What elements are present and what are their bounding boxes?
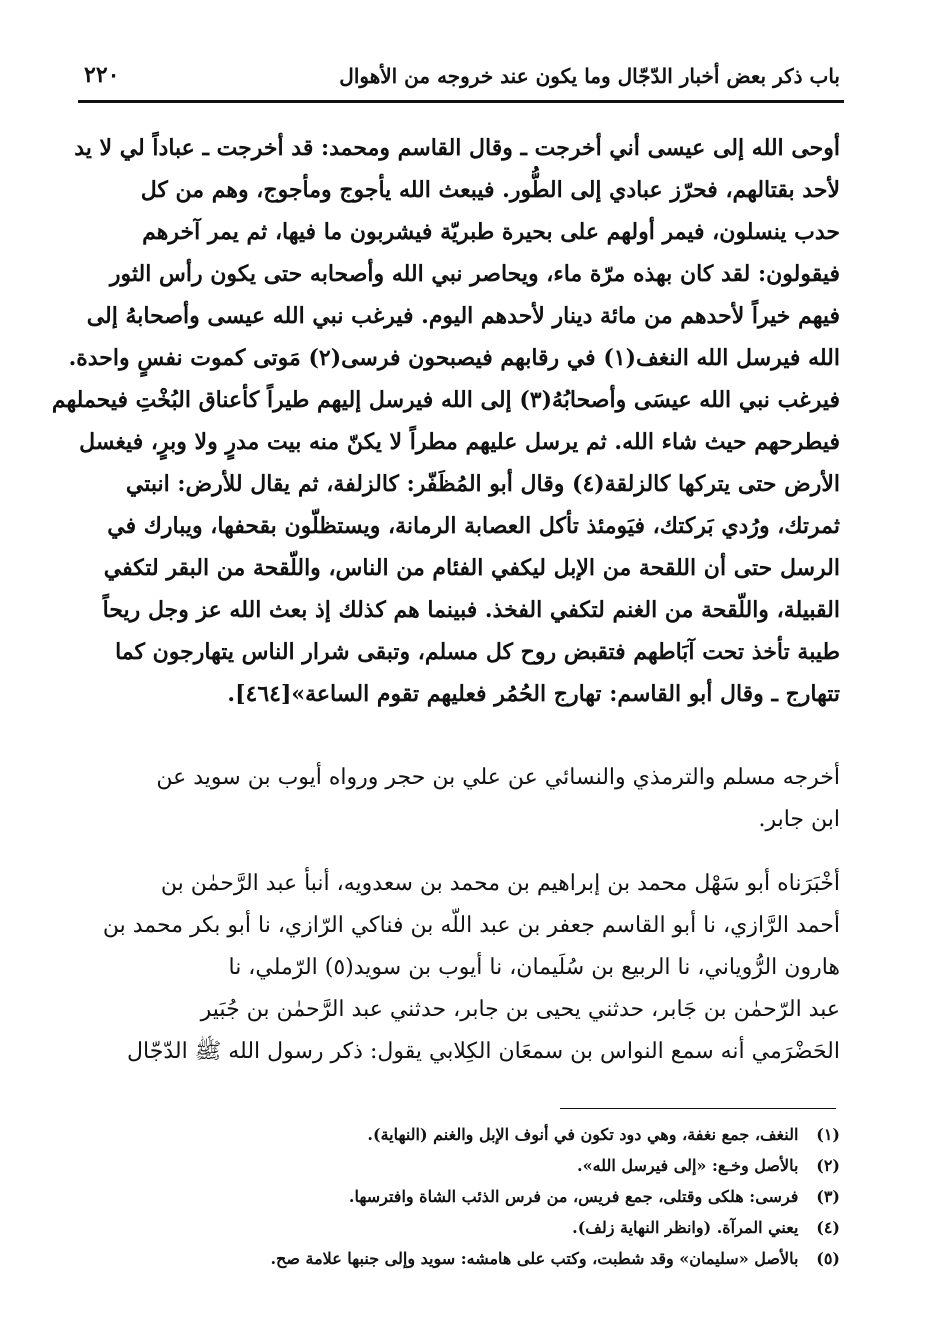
footnote <box>240 1182 840 1212</box>
footnote-text: فرسى: هلكى وقتلى، جمع فريس، من فرس الذئب الشاة وافترسها. <box>348 1187 799 1206</box>
footnote <box>240 1120 840 1150</box>
footnote <box>240 1213 840 1243</box>
text-line: هارون الرُّوياني، نا الربيع بن سُلَيمان، نا أيوب بن سويد(٥) الرّملي، نا <box>228 955 840 980</box>
footnote-number: (٥) <box>816 1249 840 1268</box>
footnote-text: بالأصل وخـع: «إلى فيرسل الله». <box>577 1156 799 1175</box>
text-line: القبيلة، واللّقحة من الغنم لتكفي الفخذ. فبينما هم كذلك إذ بعث الله عز وجل ريحاً <box>102 597 840 623</box>
text-line: أوحى الله إلى عيسى أني أخرجت ـ وقال القاسم ومحمد: قد أخرجت ـ عباداً لي لا يد <box>74 135 840 161</box>
text-line: أخْبَرَناه أبو سَهْل محمد بن إبراهيم بن محمد بن سعدويه، أنبأ عبد الرَّحمٰن بن <box>160 871 840 896</box>
text-line: فيقولون: لقد كان بهذه مرّة ماء، ويحاصر نبي الله وأصحابه حتى يكون رأس الثور <box>109 261 840 287</box>
text-line: تتهارج ـ وقال أبو القاسم: تهارج الحُمُر فعليهم تقوم الساعة»[٤٦٤]. <box>227 681 840 707</box>
text-line: فيطرحهم حيث شاء الله. ثم يرسل عليهم مطراً لا يكنّ منه بيت مدرٍ ولا وبرٍ، فيغسل <box>79 429 840 455</box>
page-number: ٢٢٠ <box>84 62 120 88</box>
text-line: فيرغب نبي الله عيسَى وأصحابُهُ(٣) إلى الله فيرسل إليهم طيراً كأعناق البُخْتِ فيحملهم <box>51 387 840 413</box>
text-line: حدب ينسلون، فيمر أولهم على بحيرة طبريّة فيشربون ما فيها، ثم يمر آخرهم <box>142 219 840 245</box>
text-line: الله فيرسل الله النغف(١) في رقابهم فيصبحون فرسى(٢) مَوتى كموت نفسٍ واحدة. <box>68 345 840 371</box>
footnote <box>240 1244 840 1274</box>
text-line: ثمرتك، ورُدي بَركتك، فيَومئذ تأكل العصابة الرمانة، ويستظلّون بقحفها، ويبارك في <box>107 513 840 539</box>
text-line: الأرض حتى يتركها كالزلقة(٤) وقال أبو المُظَفّر: كالزلفة، ثم يقال للأرض: انبتي <box>125 471 840 497</box>
text-line: طيبة تأخذ تحت آبَاطهم فتقبض روح كل مسلم، وتبقى شرار الناس يتهارجون كما <box>115 639 840 665</box>
text-line: لأحد بقتالهم، فحرّز عبادي إلى الطُّور. فيبعث الله يأجوج ومأجوج، وهم من كل <box>140 177 840 203</box>
footnote-number: (٢) <box>816 1156 840 1175</box>
footnote-text: النغف، جمع نغفة، وهي دود تكون في أنوف الإبل والغنم (النهاية). <box>367 1125 799 1144</box>
text-line: ابن جابر. <box>758 807 840 832</box>
footnote-text: بالأصل «سليمان» وقد شطبت، وكتب على هامشه: سويد وإلى جنبها علامة صح. <box>270 1249 799 1268</box>
footnote-text: يعني المرآة. (وانظر النهاية زلف). <box>572 1218 799 1237</box>
footnote-number: (٣) <box>816 1187 840 1206</box>
text-line: الرسل حتى أن اللقحة من الإبل ليكفي الفئام من الناس، واللّقحة من البقر لتكفي <box>103 555 840 581</box>
footnote-separator <box>560 1108 836 1109</box>
footnote-number: (٤) <box>816 1218 840 1237</box>
text-line: عبد الرّحمٰن بن جَابر، حدثني يحيى بن جابر، حدثني عبد الرَّحمٰن بن جُبَير <box>200 997 840 1022</box>
running-title: باب ذكر بعض أخبار الدّجّال وما يكون عند خروجه من الأهوال <box>339 64 840 88</box>
text-line: الحَضْرَمي أنه سمع النواس بن سمعَان الكِلابي يقول: ذكر رسول الله ﷺ الدّجّال <box>127 1039 840 1064</box>
page-header <box>78 58 844 103</box>
footnote <box>240 1151 840 1181</box>
text-line: أحمد الرَّازي، نا أبو القاسم جعفر بن عبد اللّه بن فناكي الرّازي، نا أبو بكر محمد بن <box>102 913 840 938</box>
text-line: أخرجه مسلم والترمذي والنسائي عن علي بن حجر ورواه أيوب بن سويد عن <box>156 765 840 790</box>
text-line: فيهم خيراً لأحدهم من مائة دينار لأحدهم اليوم. فيرغب نبي الله عيسى وأصحابهُ إلى <box>86 303 840 329</box>
footnote-number: (١) <box>816 1125 840 1144</box>
